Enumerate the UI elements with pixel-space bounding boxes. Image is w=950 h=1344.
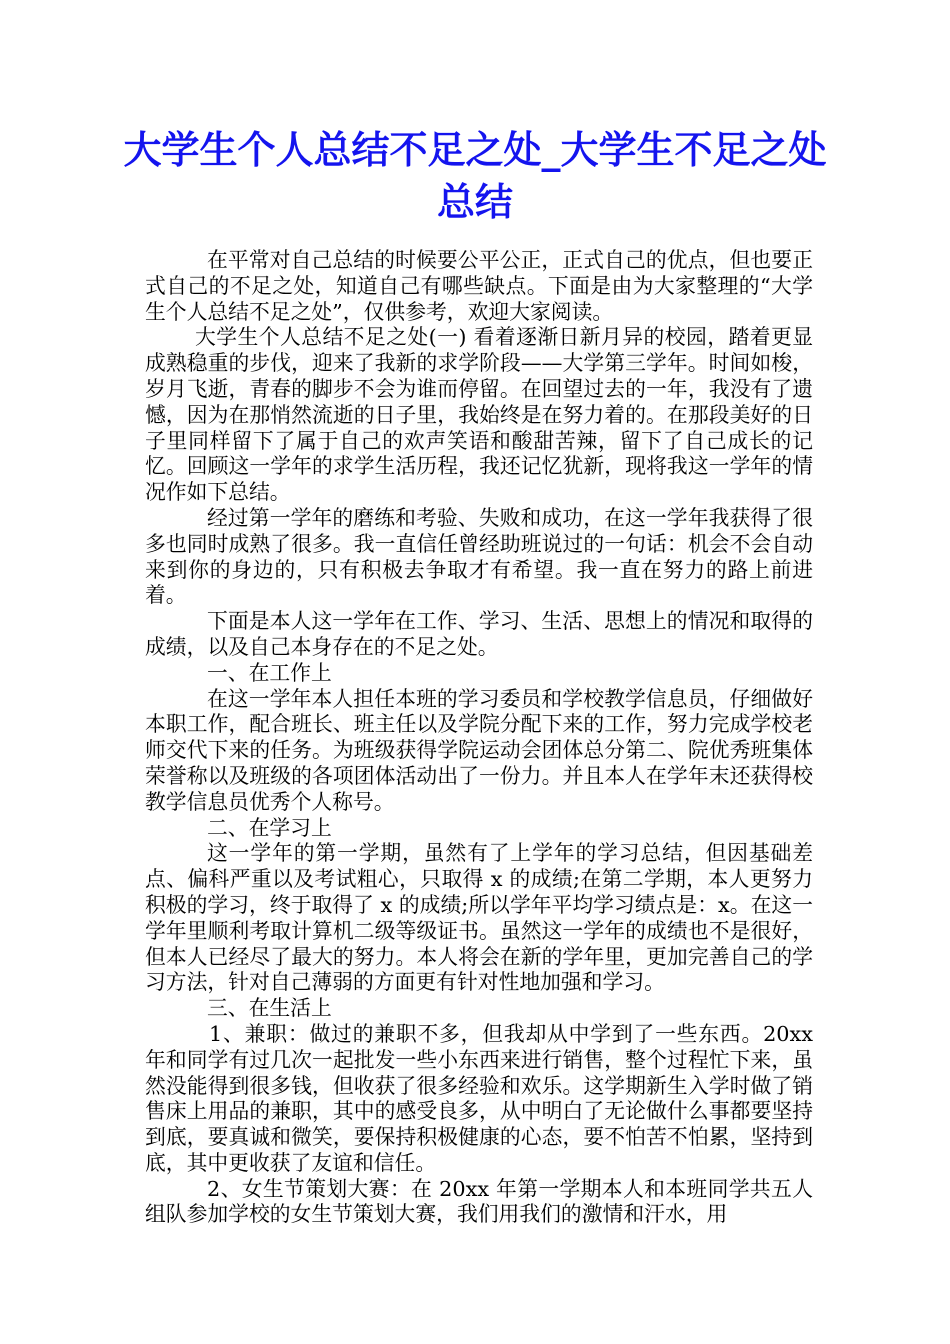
document-title: 大学生个人总结不足之处_大学生不足之处总结: [123, 127, 827, 224]
paragraph-part-time: 1、兼职：做过的兼职不多，但我却从中学到了一些东西。20xx 年和同学有过几次一起批发一些小东西来进行销售，整个过程忙下来，虽然没能得到很多钱，但收获了很多经验和欢乐。这学期新生入学时做了销售床上用品的兼职，其中的感受良多，从中明白了无论做什么事都要坚持到底，要真诚和微笑，要保持积极健康的心态，要不怕苦不怕累，坚持到底，其中更收获了友谊和信任。: [145, 1021, 813, 1175]
section-heading-work: 一、在工作上: [207, 660, 332, 685]
paragraph-intro: 在平常对自己总结的时候要公平公正，正式自己的优点，但也要正式自己的不足之处，知道自己有哪些缺点。下面是由为大家整理的“大学生个人总结不足之处”，仅供参考，欢迎大家阅读。: [145, 248, 813, 324]
paragraph-study: 这一学年的第一学期，虽然有了上学年的学习总结，但因基础差点、偏科严重以及考试粗心，只取得 x 的成绩;在第二学期，本人更努力积极的学习，终于取得了 x 的成绩;所以学年平均学习绩点是：x。在这一学年里顺利考取计算机二级等级证书。虽然这一学年的成绩也不是很好，但本人已经尽了最大的努力。本人将会在新的学年里，更加完善自己的学习方法，针对自己薄弱的方面更有针对性地加强和学习。: [145, 841, 813, 995]
section-heading-life: 三、在生活上: [207, 996, 332, 1021]
document-body: [145, 248, 813, 1228]
paragraph-first-year: 经过第一学年的磨练和考验、失败和成功，在这一学年我获得了很多也同时成熟了很多。我一直信任曾经助班说过的一句话：机会不会自动来到你的身边的，只有积极去争取才有希望。我一直在努力的路上前进着。: [145, 505, 813, 608]
paragraph-summary-one: 大学生个人总结不足之处(一) 看着逐渐日新月异的校园，踏着更显成熟稳重的步伐，迎来了我新的求学阶段——大学第三学年。时间如梭，岁月飞逝，青春的脚步不会为谁而停留。在回望过去的一年，我没有了遗憾，因为在那悄然流逝的日子里，我始终是在努力着的。在那段美好的日子里同样留下了属于自己的欢声笑语和酸甜苦辣，留下了自己成长的记忆。回顾这一学年的求学生活历程，我还记忆犹新，现将我这一学年的情况作如下总结。: [145, 325, 813, 505]
paragraph-overview: 下面是本人这一学年在工作、学习、生活、思想上的情况和取得的成绩，以及自己本身存在的不足之处。: [145, 609, 813, 659]
section-heading-study: 二、在学习上: [207, 815, 332, 840]
paragraph-work: 在这一学年本人担任本班的学习委员和学校教学信息员，仔细做好本职工作，配合班长、班主任以及学院分配下来的工作，努力完成学校老师交代下来的任务。为班级获得学院运动会团体总分第二、院优秀班集体荣誉称以及班级的各项团体活动出了一份力。并且本人在学年末还获得校教学信息员优秀个人称号。: [145, 686, 813, 814]
paragraph-contest: 2、女生节策划大赛：在 20xx 年第一学期本人和本班同学共五人组队参加学校的女生节策划大赛，我们用我们的激情和汗水，用: [145, 1176, 813, 1227]
